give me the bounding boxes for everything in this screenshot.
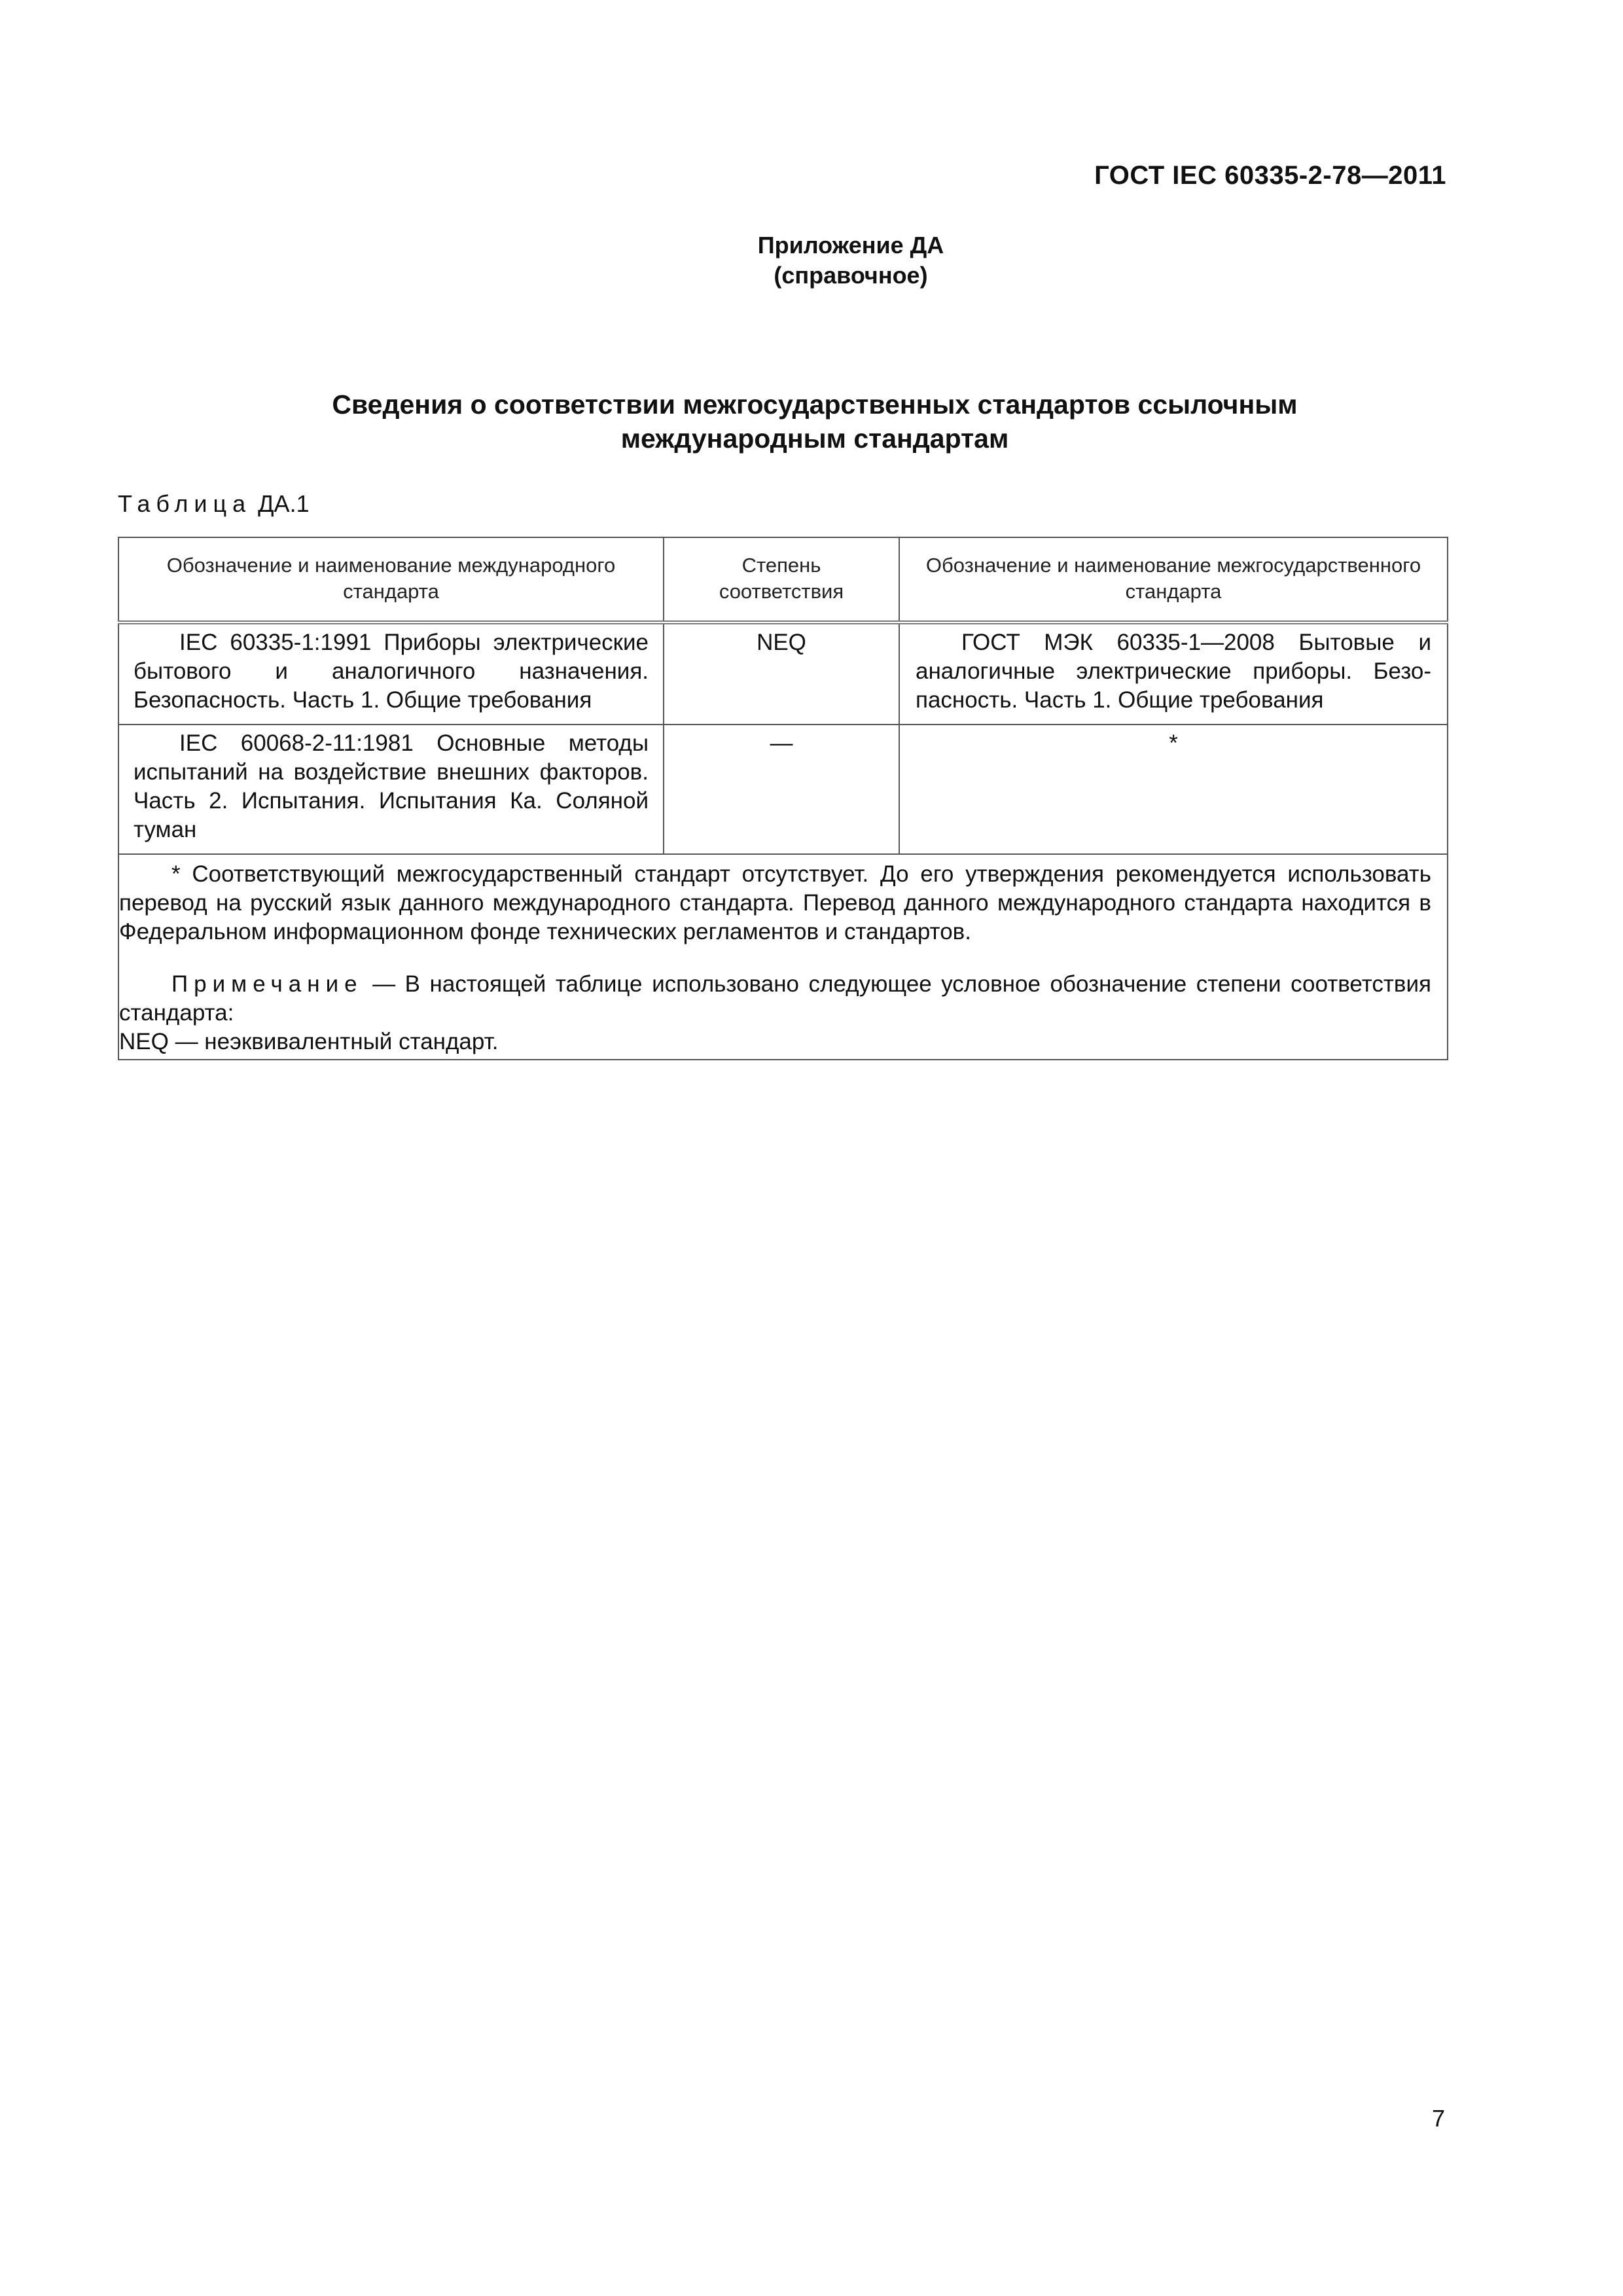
page-number: 7 [1431,2105,1445,2132]
section-title-line2: международным стандартам [620,423,1009,454]
table-footer-cell [118,854,1448,1060]
correspondence-table [118,537,1448,1060]
appendix-title: Приложение ДА [757,232,944,259]
table-header-row [118,537,1448,622]
header-interstate-standard: Обозначение и наименование межгосударственного стандарта [899,537,1448,622]
interstate-standard-cell: * [899,725,1448,854]
note-line2: NEQ — неэквивалентный стандарт. [119,1029,499,1054]
interstate-standard-cell [899,622,1448,725]
international-standard-text: IEC 60335-1:1991 Приборы электрические бытового и аналогичного назначения. Безопасность. Часть 1. Общие требования [134,630,649,713]
table-row [118,622,1448,725]
header-international-standard: Обозначение и наименование международного стандарта [118,537,664,622]
document-code: ГОСТ IEC 60335-2-78—2011 [1094,161,1446,190]
section-title [0,387,1623,456]
degree-cell: — [664,725,899,854]
appendix-heading [0,230,1623,291]
international-standard-text: IEC 60068-2-11:1981 Основные методы испытаний на воздействие внешних факторов. Часть 2. Испытания. Испытания Ка. Соляной туман [134,730,649,842]
table-caption-number: ДА.1 [258,490,310,517]
note-paragraph [119,970,1431,1028]
note-text: — В настоящей таблице использовано следующее условное обозначение степени соответствия стандарта: [119,971,1431,1026]
international-standard-cell [118,725,664,854]
section-title-line1: Сведения о соответствии межгосударственных стандартов ссылочным [332,389,1298,420]
degree-cell: NEQ [664,622,899,725]
header-degree-of-correspondence: Степень соответствия [664,537,899,622]
table-caption-label: Таблица [118,490,252,517]
appendix-subtitle: (справочное) [774,262,928,289]
interstate-standard-text: ГОСТ МЭК 60335-1—2008 Бытовые и аналогичные электрические приборы. Безопасность. Часть 1. Общие требования [916,630,1431,713]
table-footer-row [118,854,1448,1060]
table-row [118,725,1448,854]
table-caption [118,490,310,518]
footnote-text: * Соответствующий межгосударственный стандарт отсутствует. До его утверждения рекомендуется использовать перевод на русский язык данного международного стандарта. Перевод данного международного стандарта находится в Федеральном информационном фонде технических регламентов и стандартов. [119,861,1431,944]
international-standard-cell [118,622,664,725]
note-label: Примечание [171,971,363,997]
